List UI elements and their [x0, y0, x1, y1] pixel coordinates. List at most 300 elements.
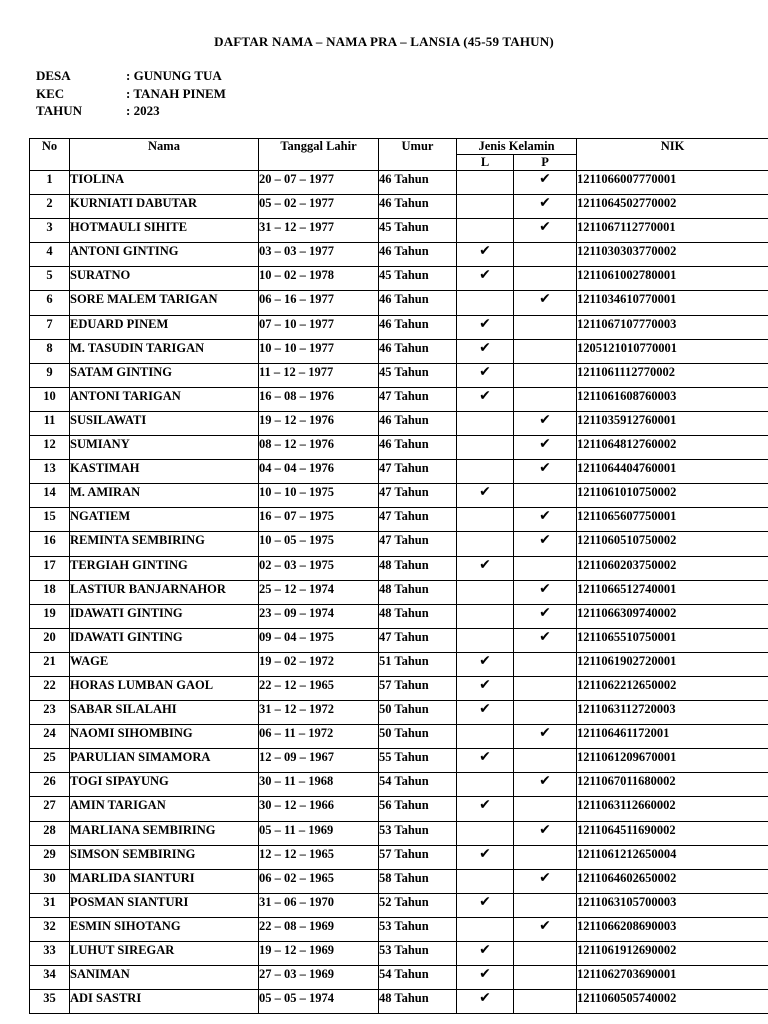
- row-gender-female: [514, 243, 577, 267]
- row-age: 51 Tahun: [379, 652, 457, 676]
- checkmark-icon: ✔: [539, 291, 551, 308]
- header-male: L: [457, 155, 514, 171]
- row-nik: 1211061608760003: [577, 387, 768, 411]
- checkmark-icon: ✔: [479, 676, 491, 693]
- row-name: LASTIUR BANJARNAHOR: [70, 580, 259, 604]
- row-no: 22: [30, 676, 70, 700]
- row-birth-date: 30 – 12 – 1966: [259, 797, 379, 821]
- row-name: EDUARD PINEM: [70, 315, 259, 339]
- row-gender-male: [457, 363, 514, 387]
- checkmark-icon: ✔: [479, 845, 491, 862]
- row-age: 45 Tahun: [379, 363, 457, 387]
- checkmark-icon: ✔: [539, 532, 551, 549]
- row-no: 31: [30, 893, 70, 917]
- row-gender-male: [457, 484, 514, 508]
- row-nik: 1211030303770002: [577, 243, 768, 267]
- checkmark-icon: ✔: [479, 339, 491, 356]
- table-row: [30, 628, 768, 652]
- table-row: [30, 917, 768, 941]
- table-row: [30, 291, 768, 315]
- row-birth-date: 05 – 11 – 1969: [259, 821, 379, 845]
- row-birth-date: 06 – 16 – 1977: [259, 291, 379, 315]
- table-row: [30, 845, 768, 869]
- row-age: 48 Tahun: [379, 580, 457, 604]
- row-nik: 1211063105700003: [577, 893, 768, 917]
- row-birth-date: 10 – 10 – 1975: [259, 484, 379, 508]
- header-female: P: [514, 155, 577, 171]
- row-gender-female: [514, 339, 577, 363]
- table-row: [30, 893, 768, 917]
- row-gender-male: [457, 387, 514, 411]
- row-age: 47 Tahun: [379, 387, 457, 411]
- header-birth-date: Tanggal Lahir: [259, 139, 379, 171]
- row-nik: 1211067107770003: [577, 315, 768, 339]
- row-age: 46 Tahun: [379, 411, 457, 435]
- row-gender-female: [514, 942, 577, 966]
- row-name: SANIMAN: [70, 966, 259, 990]
- checkmark-icon: ✔: [479, 893, 491, 910]
- table-row: [30, 604, 768, 628]
- row-gender-male: [457, 291, 514, 315]
- row-gender-male: [457, 508, 514, 532]
- row-nik: 1211060203750002: [577, 556, 768, 580]
- row-nik: 1211061002780001: [577, 267, 768, 291]
- row-birth-date: 25 – 12 – 1974: [259, 580, 379, 604]
- row-gender-female: [514, 219, 577, 243]
- row-age: 58 Tahun: [379, 869, 457, 893]
- row-birth-date: 19 – 12 – 1976: [259, 411, 379, 435]
- row-name: IDAWATI GINTING: [70, 628, 259, 652]
- header-gender: Jenis Kelamin: [457, 139, 577, 155]
- row-gender-female: [514, 676, 577, 700]
- row-gender-female: [514, 363, 577, 387]
- row-no: 2: [30, 195, 70, 219]
- row-no: 14: [30, 484, 70, 508]
- document-title: DAFTAR NAMA – NAMA PRA – LANSIA (45-59 TAHUN): [214, 34, 554, 49]
- row-gender-female: [514, 387, 577, 411]
- table-row: [30, 171, 768, 195]
- checkmark-icon: ✔: [479, 484, 491, 501]
- row-birth-date: 30 – 11 – 1968: [259, 773, 379, 797]
- table-header-row: [30, 139, 768, 155]
- table-row: [30, 267, 768, 291]
- row-nik: 1211065607750001: [577, 508, 768, 532]
- meta-value: : 2023: [126, 103, 160, 118]
- row-no: 30: [30, 869, 70, 893]
- row-age: 54 Tahun: [379, 966, 457, 990]
- header-nik: NIK: [577, 139, 768, 171]
- row-age: 46 Tahun: [379, 315, 457, 339]
- row-name: TOGI SIPAYUNG: [70, 773, 259, 797]
- row-gender-male: [457, 942, 514, 966]
- row-birth-date: 06 – 11 – 1972: [259, 725, 379, 749]
- row-gender-female: [514, 267, 577, 291]
- row-gender-female: [514, 195, 577, 219]
- checkmark-icon: ✔: [539, 917, 551, 934]
- row-gender-female: [514, 532, 577, 556]
- row-no: 34: [30, 966, 70, 990]
- row-gender-female: [514, 701, 577, 725]
- checkmark-icon: ✔: [479, 749, 491, 766]
- row-gender-female: [514, 315, 577, 339]
- meta-value: : GUNUNG TUA: [126, 68, 222, 83]
- row-gender-male: [457, 676, 514, 700]
- row-name: M. AMIRAN: [70, 484, 259, 508]
- row-gender-male: [457, 701, 514, 725]
- row-birth-date: 23 – 09 – 1974: [259, 604, 379, 628]
- row-gender-female: [514, 580, 577, 604]
- row-gender-female: [514, 725, 577, 749]
- row-name: WAGE: [70, 652, 259, 676]
- row-gender-male: [457, 604, 514, 628]
- row-gender-female: [514, 508, 577, 532]
- row-gender-male: [457, 628, 514, 652]
- row-name: POSMAN SIANTURI: [70, 893, 259, 917]
- row-age: 53 Tahun: [379, 821, 457, 845]
- row-birth-date: 03 – 03 – 1977: [259, 243, 379, 267]
- row-age: 57 Tahun: [379, 676, 457, 700]
- row-name: PARULIAN SIMAMORA: [70, 749, 259, 773]
- row-nik: 1205121010770001: [577, 339, 768, 363]
- row-no: 4: [30, 243, 70, 267]
- checkmark-icon: ✔: [479, 701, 491, 718]
- row-age: 48 Tahun: [379, 990, 457, 1014]
- row-gender-male: [457, 219, 514, 243]
- row-nik: 1211060505740002: [577, 990, 768, 1014]
- row-nik: 1211061902720001: [577, 652, 768, 676]
- row-age: 50 Tahun: [379, 725, 457, 749]
- checkmark-icon: ✔: [479, 363, 491, 380]
- row-name: TERGIAH GINTING: [70, 556, 259, 580]
- table-row: [30, 701, 768, 725]
- row-birth-date: 08 – 12 – 1976: [259, 436, 379, 460]
- row-nik: 1211063112720003: [577, 701, 768, 725]
- row-gender-male: [457, 917, 514, 941]
- row-nik: 1211066309740002: [577, 604, 768, 628]
- row-no: 15: [30, 508, 70, 532]
- row-age: 46 Tahun: [379, 436, 457, 460]
- row-name: ADI SASTRI: [70, 990, 259, 1014]
- row-gender-male: [457, 460, 514, 484]
- row-no: 13: [30, 460, 70, 484]
- row-nik: 1211064404760001: [577, 460, 768, 484]
- table-row: [30, 869, 768, 893]
- row-age: 53 Tahun: [379, 942, 457, 966]
- row-name: HOTMAULI SIHITE: [70, 219, 259, 243]
- row-gender-male: [457, 532, 514, 556]
- row-gender-male: [457, 966, 514, 990]
- row-no: 26: [30, 773, 70, 797]
- row-name: SATAM GINTING: [70, 363, 259, 387]
- row-nik: 1211061010750002: [577, 484, 768, 508]
- row-birth-date: 05 – 02 – 1977: [259, 195, 379, 219]
- row-birth-date: 10 – 02 – 1978: [259, 267, 379, 291]
- checkmark-icon: ✔: [539, 604, 551, 621]
- row-no: 29: [30, 845, 70, 869]
- checkmark-icon: ✔: [479, 797, 491, 814]
- row-no: 11: [30, 411, 70, 435]
- row-nik: 1211061209670001: [577, 749, 768, 773]
- row-nik: 1211063112660002: [577, 797, 768, 821]
- row-age: 47 Tahun: [379, 508, 457, 532]
- row-gender-female: [514, 411, 577, 435]
- row-gender-male: [457, 267, 514, 291]
- row-nik: 1211060510750002: [577, 532, 768, 556]
- row-birth-date: 16 – 08 – 1976: [259, 387, 379, 411]
- row-age: 46 Tahun: [379, 339, 457, 363]
- checkmark-icon: ✔: [479, 990, 491, 1007]
- row-no: 6: [30, 291, 70, 315]
- row-birth-date: 12 – 12 – 1965: [259, 845, 379, 869]
- meta-label: DESA: [36, 68, 71, 83]
- row-gender-male: [457, 821, 514, 845]
- row-nik: 1211064602650002: [577, 869, 768, 893]
- row-birth-date: 19 – 12 – 1969: [259, 942, 379, 966]
- row-birth-date: 05 – 05 – 1974: [259, 990, 379, 1014]
- table-row: [30, 821, 768, 845]
- row-birth-date: 20 – 07 – 1977: [259, 171, 379, 195]
- table-row: [30, 195, 768, 219]
- table-row: [30, 580, 768, 604]
- row-birth-date: 11 – 12 – 1977: [259, 363, 379, 387]
- row-gender-female: [514, 171, 577, 195]
- row-no: 12: [30, 436, 70, 460]
- row-gender-female: [514, 652, 577, 676]
- row-birth-date: 31 – 12 – 1972: [259, 701, 379, 725]
- checkmark-icon: ✔: [539, 219, 551, 236]
- row-age: 57 Tahun: [379, 845, 457, 869]
- row-gender-male: [457, 869, 514, 893]
- row-gender-female: [514, 436, 577, 460]
- row-nik: 1211064812760002: [577, 436, 768, 460]
- row-name: NAOMI SIHOMBING: [70, 725, 259, 749]
- row-age: 46 Tahun: [379, 243, 457, 267]
- row-name: ANTONI TARIGAN: [70, 387, 259, 411]
- meta-label: TAHUN: [36, 103, 82, 118]
- row-gender-male: [457, 893, 514, 917]
- row-gender-male: [457, 580, 514, 604]
- table-row: [30, 315, 768, 339]
- row-name: SUSILAWATI: [70, 411, 259, 435]
- header-age: Umur: [379, 139, 457, 171]
- checkmark-icon: ✔: [539, 508, 551, 525]
- row-age: 47 Tahun: [379, 628, 457, 652]
- row-name: SUMIANY: [70, 436, 259, 460]
- row-no: 32: [30, 917, 70, 941]
- row-age: 46 Tahun: [379, 171, 457, 195]
- row-gender-male: [457, 797, 514, 821]
- row-gender-female: [514, 773, 577, 797]
- row-nik: 1211035912760001: [577, 411, 768, 435]
- document-meta: [36, 67, 226, 120]
- row-gender-female: [514, 893, 577, 917]
- meta-value: : TANAH PINEM: [126, 85, 226, 101]
- row-age: 47 Tahun: [379, 484, 457, 508]
- row-birth-date: 31 – 12 – 1977: [259, 219, 379, 243]
- row-age: 48 Tahun: [379, 556, 457, 580]
- row-age: 46 Tahun: [379, 291, 457, 315]
- row-name: NGATIEM: [70, 508, 259, 532]
- row-birth-date: 22 – 08 – 1969: [259, 917, 379, 941]
- row-gender-male: [457, 411, 514, 435]
- row-birth-date: 06 – 02 – 1965: [259, 869, 379, 893]
- row-name: MARLIDA SIANTURI: [70, 869, 259, 893]
- checkmark-icon: ✔: [539, 628, 551, 645]
- row-gender-male: [457, 773, 514, 797]
- checkmark-icon: ✔: [539, 773, 551, 790]
- row-gender-male: [457, 339, 514, 363]
- checkmark-icon: ✔: [539, 869, 551, 886]
- row-name: KURNIATI DABUTAR: [70, 195, 259, 219]
- row-nik: 1211062703690001: [577, 966, 768, 990]
- checkmark-icon: ✔: [539, 821, 551, 838]
- table-row: [30, 436, 768, 460]
- row-nik: 1211066208690003: [577, 917, 768, 941]
- checkmark-icon: ✔: [539, 195, 551, 212]
- row-no: 20: [30, 628, 70, 652]
- checkmark-icon: ✔: [479, 652, 491, 669]
- row-no: 5: [30, 267, 70, 291]
- table-row: [30, 508, 768, 532]
- checkmark-icon: ✔: [479, 387, 491, 404]
- row-birth-date: 27 – 03 – 1969: [259, 966, 379, 990]
- row-nik: 1211061912690002: [577, 942, 768, 966]
- row-nik: 1211065510750001: [577, 628, 768, 652]
- row-name: SORE MALEM TARIGAN: [70, 291, 259, 315]
- meta-row-desa: [36, 67, 226, 85]
- row-age: 47 Tahun: [379, 460, 457, 484]
- row-no: 3: [30, 219, 70, 243]
- row-age: 45 Tahun: [379, 267, 457, 291]
- table-row: [30, 387, 768, 411]
- row-no: 35: [30, 990, 70, 1014]
- row-gender-female: [514, 604, 577, 628]
- checkmark-icon: ✔: [539, 580, 551, 597]
- row-nik: 1211064502770002: [577, 195, 768, 219]
- row-gender-female: [514, 291, 577, 315]
- row-no: 9: [30, 363, 70, 387]
- row-gender-male: [457, 556, 514, 580]
- row-no: 7: [30, 315, 70, 339]
- row-nik: 1211067112770001: [577, 219, 768, 243]
- row-gender-male: [457, 171, 514, 195]
- row-gender-male: [457, 195, 514, 219]
- checkmark-icon: ✔: [479, 556, 491, 573]
- row-no: 21: [30, 652, 70, 676]
- pra-lansia-table: [29, 138, 768, 1014]
- checkmark-icon: ✔: [539, 725, 551, 742]
- row-gender-male: [457, 725, 514, 749]
- row-gender-female: [514, 821, 577, 845]
- row-no: 17: [30, 556, 70, 580]
- row-nik: 1211066512740001: [577, 580, 768, 604]
- row-gender-male: [457, 436, 514, 460]
- row-no: 28: [30, 821, 70, 845]
- row-name: M. TASUDIN TARIGAN: [70, 339, 259, 363]
- row-name: MARLIANA SEMBIRING: [70, 821, 259, 845]
- table-row: [30, 460, 768, 484]
- row-gender-female: [514, 749, 577, 773]
- table-row: [30, 676, 768, 700]
- checkmark-icon: ✔: [539, 411, 551, 428]
- row-gender-female: [514, 484, 577, 508]
- row-birth-date: 19 – 02 – 1972: [259, 652, 379, 676]
- row-no: 33: [30, 942, 70, 966]
- row-age: 47 Tahun: [379, 532, 457, 556]
- checkmark-icon: ✔: [479, 315, 491, 332]
- table-row: [30, 797, 768, 821]
- row-gender-female: [514, 917, 577, 941]
- row-age: 45 Tahun: [379, 219, 457, 243]
- row-birth-date: 10 – 10 – 1977: [259, 339, 379, 363]
- row-name: SABAR SILALAHI: [70, 701, 259, 725]
- row-nik: 1211061112770002: [577, 363, 768, 387]
- table-row: [30, 725, 768, 749]
- row-birth-date: 09 – 04 – 1975: [259, 628, 379, 652]
- row-age: 53 Tahun: [379, 917, 457, 941]
- row-gender-female: [514, 628, 577, 652]
- checkmark-icon: ✔: [479, 966, 491, 983]
- row-name: REMINTA SEMBIRING: [70, 532, 259, 556]
- table-row: [30, 243, 768, 267]
- table-row: [30, 363, 768, 387]
- row-age: 56 Tahun: [379, 797, 457, 821]
- row-birth-date: 12 – 09 – 1967: [259, 749, 379, 773]
- row-name: HORAS LUMBAN GAOL: [70, 676, 259, 700]
- row-gender-male: [457, 749, 514, 773]
- row-nik: 121106461172001: [577, 725, 768, 749]
- row-no: 10: [30, 387, 70, 411]
- row-nik: 1211062212650002: [577, 676, 768, 700]
- table-row: [30, 219, 768, 243]
- row-gender-female: [514, 966, 577, 990]
- row-gender-female: [514, 460, 577, 484]
- row-gender-female: [514, 845, 577, 869]
- row-birth-date: 22 – 12 – 1965: [259, 676, 379, 700]
- row-birth-date: 04 – 04 – 1976: [259, 460, 379, 484]
- row-nik: 1211034610770001: [577, 291, 768, 315]
- row-name: TIOLINA: [70, 171, 259, 195]
- row-birth-date: 31 – 06 – 1970: [259, 893, 379, 917]
- row-nik: 1211067011680002: [577, 773, 768, 797]
- row-age: 46 Tahun: [379, 195, 457, 219]
- row-no: 1: [30, 171, 70, 195]
- table-row: [30, 966, 768, 990]
- row-gender-male: [457, 315, 514, 339]
- header-name: Nama: [70, 139, 259, 171]
- row-age: 54 Tahun: [379, 773, 457, 797]
- row-name: SURATNO: [70, 267, 259, 291]
- row-gender-male: [457, 990, 514, 1014]
- checkmark-icon: ✔: [539, 171, 551, 187]
- row-age: 50 Tahun: [379, 701, 457, 725]
- row-name: ESMIN SIHOTANG: [70, 917, 259, 941]
- row-gender-male: [457, 845, 514, 869]
- row-no: 25: [30, 749, 70, 773]
- row-name: LUHUT SIREGAR: [70, 942, 259, 966]
- checkmark-icon: ✔: [539, 436, 551, 453]
- table-row: [30, 942, 768, 966]
- row-no: 23: [30, 701, 70, 725]
- meta-row-tahun: [36, 102, 226, 120]
- table-row: [30, 773, 768, 797]
- row-gender-female: [514, 990, 577, 1014]
- checkmark-icon: ✔: [539, 460, 551, 477]
- table-row: [30, 411, 768, 435]
- row-no: 8: [30, 339, 70, 363]
- row-no: 19: [30, 604, 70, 628]
- table-row: [30, 652, 768, 676]
